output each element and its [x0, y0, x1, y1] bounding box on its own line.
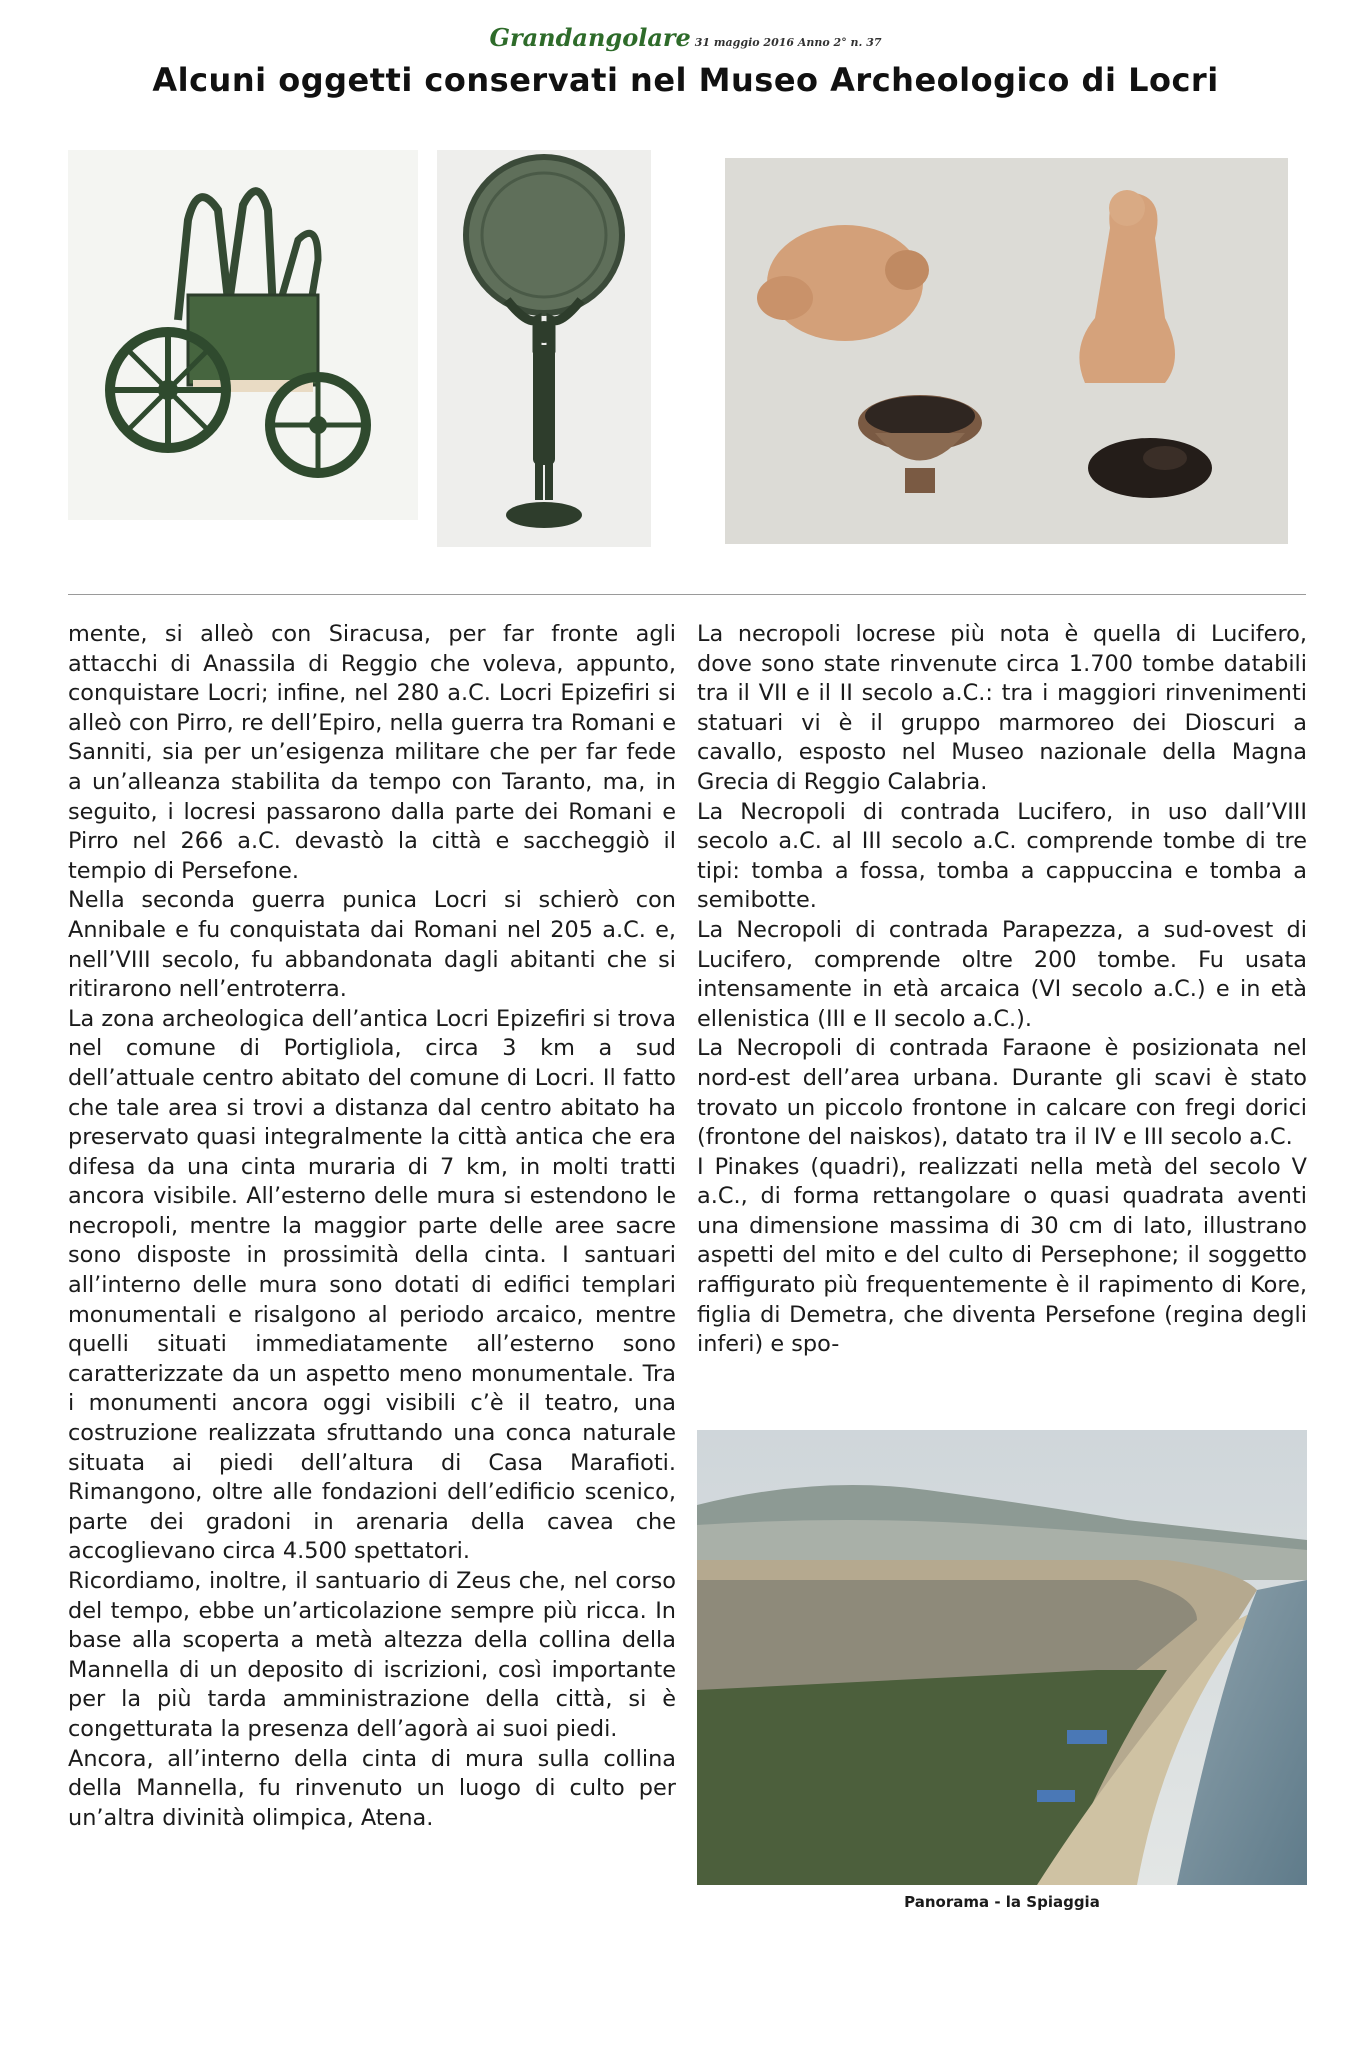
left-paragraph: Ancora, all’interno della cinta di mura sulla collina della Mannella, fu rinvenuto un luogo di culto per un’altra divinità olimpica, Atena.: [68, 1745, 676, 1831]
left-paragraph: La zona archeologica dell’antica Locri Epizefiri si trova nel comune di Portigliola, circa 3 km a sud dell’attuale centro abitato del comune di Locri. Il fatto che tale area si trovi a distanza dal centro abitato ha preservato quasi integralmente la città antica che era difesa da una cinta muraria di 7 km, in molti tratti ancora visibile. All’esterno delle mura si estendono le necropoli, mentre la maggior parte delle aree sacre sono disposte in prossimità della cinta. I santuari all’interno delle mura sono dotati di edifici templari monumentali e risalgono al periodo arcaico, mentre quelli situati immediatamente all’esterno sono caratterizzate da un aspetto meno monumentale. Tra i monumenti ancora oggi visibili c’è il teatro, una costruzione realizzata sfruttando una conca naturale situata ai piedi dell’altura di Casa Marafioti. Rimangono, oltre alle fondazioni dell’edificio scenico, parte dei gradoni in arenaria della cavea che accoglievano circa 4.500 spettatori.: [68, 1005, 676, 1565]
right-column: [697, 620, 1307, 1360]
right-paragraph: La Necropoli di contrada Lucifero, in uso dall’VIII secolo a.C. al III secolo a.C. comprende tombe di tre tipi: tomba a fossa, tomba a cappuccina e tomba a semibotte.: [697, 798, 1307, 914]
issue-info: 31 maggio 2016 Anno 2° n. 37: [694, 36, 882, 49]
left-paragraph: Nella seconda guerra punica Locri si schierò con Annibale e fu conquistata dai Romani nel 205 a.C. e, nell’VIII secolo, fu abbandonata dagli abitanti che si ritirarono nell’entroterra.: [68, 887, 676, 1003]
right-paragraph: I Pinakes (quadri), realizzati nella metà del secolo V a.C., di forma rettangolare o quasi quadrata aventi una dimensione massima di 30 cm di lato, illustrano aspetti del mito e del culto di Persephone; il soggetto raffigurato più frequentemente è il rapimento di Kore, figlia di Demetra, che diventa Persefone (regina degli inferi) e spo-: [697, 1153, 1307, 1358]
mirror-photo: [437, 150, 651, 547]
right-paragraph: La Necropoli di contrada Parapezza, a sud-ovest di Lucifero, comprende oltre 200 tombe. Fu usata intensamente in età arcaica (VI secolo a.C.) e in età ellenistica (III e II secolo a.C.).: [697, 916, 1307, 1032]
left-paragraph: mente, si alleò con Siracusa, per far fronte agli attacchi di Anassila di Reggio che voleva, appunto, conquistare Locri; infine, nel 280 a.C. Locri Epizefiri si alleò con Pirro, re dell’Epiro, nella guerra tra Romani e Sanniti, sia per un’esigenza militare che per far fede a un’alleanza stabilita da tempo con Taranto, ma, in seguito, i locresi passarono dalla parte dei Romani e Pirro nel 266 a.C. devastò la città e saccheggiò il tempio di Persefone.: [68, 621, 676, 884]
publication-name: Grandangolare: [489, 23, 691, 52]
chariot-photo: [68, 150, 418, 520]
left-column: [68, 620, 676, 1833]
left-paragraph: Ricordiamo, inoltre, il santuario di Zeus che, nel corso del tempo, ebbe un’articolazione sempre più ricca. In base alla scoperta a metà altezza della collina della Mannella di un deposito di iscrizioni, così importante per la più tarda amministrazione della città, si è congetturata la presenza dell’agorà ai suoi piedi.: [68, 1568, 676, 1742]
page-title: Alcuni oggetti conservati nel Museo Archeologico di Locri: [152, 61, 1219, 99]
section-divider: [68, 594, 1306, 595]
panorama-photo: [697, 1430, 1307, 1885]
right-paragraph: La necropoli locrese più nota è quella di Lucifero, dove sono state rinvenute circa 1.700 tombe databili tra il VII e il II secolo a.C.: tra i maggiori rinvenimenti statuari vi è il gruppo marmoreo dei Dioscuri a cavallo, esposto nel Museo nazionale della Magna Grecia di Reggio Calabria.: [697, 621, 1307, 795]
panorama-caption: Panorama - la Spiaggia: [904, 1893, 1100, 1911]
masthead: [0, 23, 1371, 52]
right-paragraph: La Necropoli di contrada Faraone è posizionata nel nord-est dell’area urbana. Durante gli scavi è stato trovato un piccolo frontone in calcare con fregi dorici (frontone del naiskos), datato tra il IV e III secolo a.C.: [697, 1035, 1307, 1151]
terracottas-photo: [725, 158, 1288, 544]
